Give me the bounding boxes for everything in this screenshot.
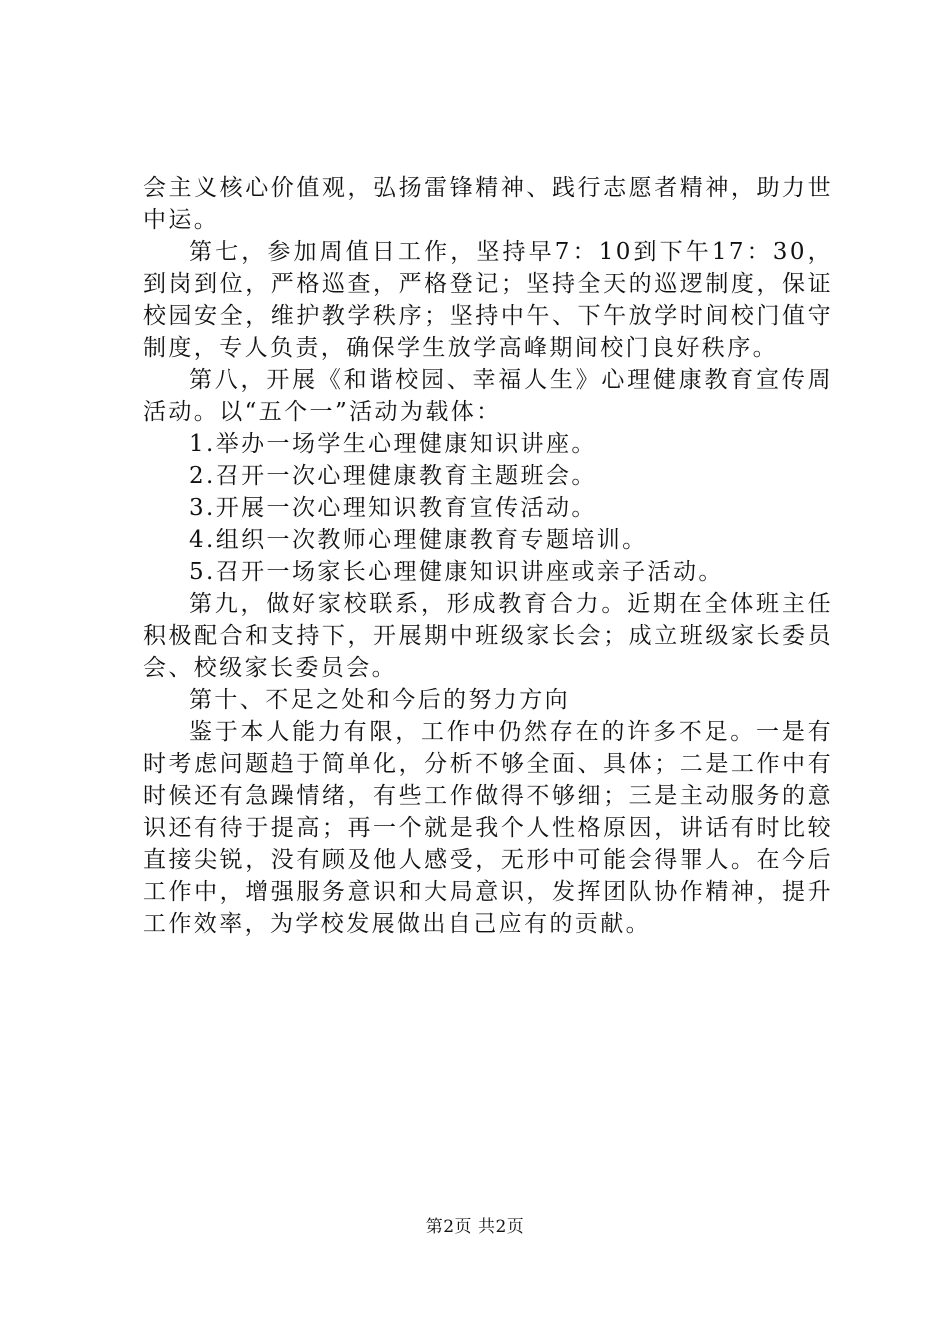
list-item-activity-4: 4.组织一次教师心理健康教育专题培训。 (189, 527, 648, 553)
list-item-activity-3: 3.开展一次心理知识教育宣传活动。 (189, 495, 597, 521)
paragraph-item-seven: 第七，参加周值日工作，坚持早7：10到下午17：30，到岗到位，严格巡查，严格登记；坚持全天的巡逻制度，保证校园安全，维护教学秩序；坚持中午、下午放学时间校门值守制度，专人负责，确保学生放学高峰期间校门良好秩序。 (143, 239, 833, 361)
paragraph-item-nine: 第九，做好家校联系，形成教育合力。近期在全体班主任积极配合和支持下，开展期中班级家长会；成立班级家长委员会、校级家长委员会。 (143, 591, 833, 681)
paragraph-continuation: 会主义核心价值观，弘扬雷锋精神、践行志愿者精神，助力世中运。 (143, 175, 833, 233)
list-item-activity-5: 5.召开一场家长心理健康知识讲座或亲子活动。 (189, 559, 724, 585)
page-footer: 第2页 共2页 (425, 1217, 525, 1237)
document-body (143, 172, 833, 940)
list-item-activity-2: 2.召开一次心理健康教育主题班会。 (189, 463, 597, 489)
list-item-activity-1: 1.举办一场学生心理健康知识讲座。 (189, 431, 597, 457)
paragraph-shortcomings: 鉴于本人能力有限，工作中仍然存在的许多不足。一是有时考虑问题趋于简单化，分析不够全面、具体；二是工作中有时候还有急躁情绪，有些工作做得不够细；三是主动服务的意识还有待于提高；再一个就是我个人性格原因，讲话有时比较直接尖锐，没有顾及他人感受，无形中可能会得罪人。在今后工作中，增强服务意识和大局意识，发挥团队协作精神，提升工作效率，为学校发展做出自己应有的贡献。 (143, 719, 833, 937)
paragraph-item-eight: 第八，开展《和谐校园、幸福人生》心理健康教育宣传周活动。以“五个一”活动为载体： (143, 367, 833, 425)
section-heading-ten: 第十、不足之处和今后的努力方向 (189, 687, 570, 713)
